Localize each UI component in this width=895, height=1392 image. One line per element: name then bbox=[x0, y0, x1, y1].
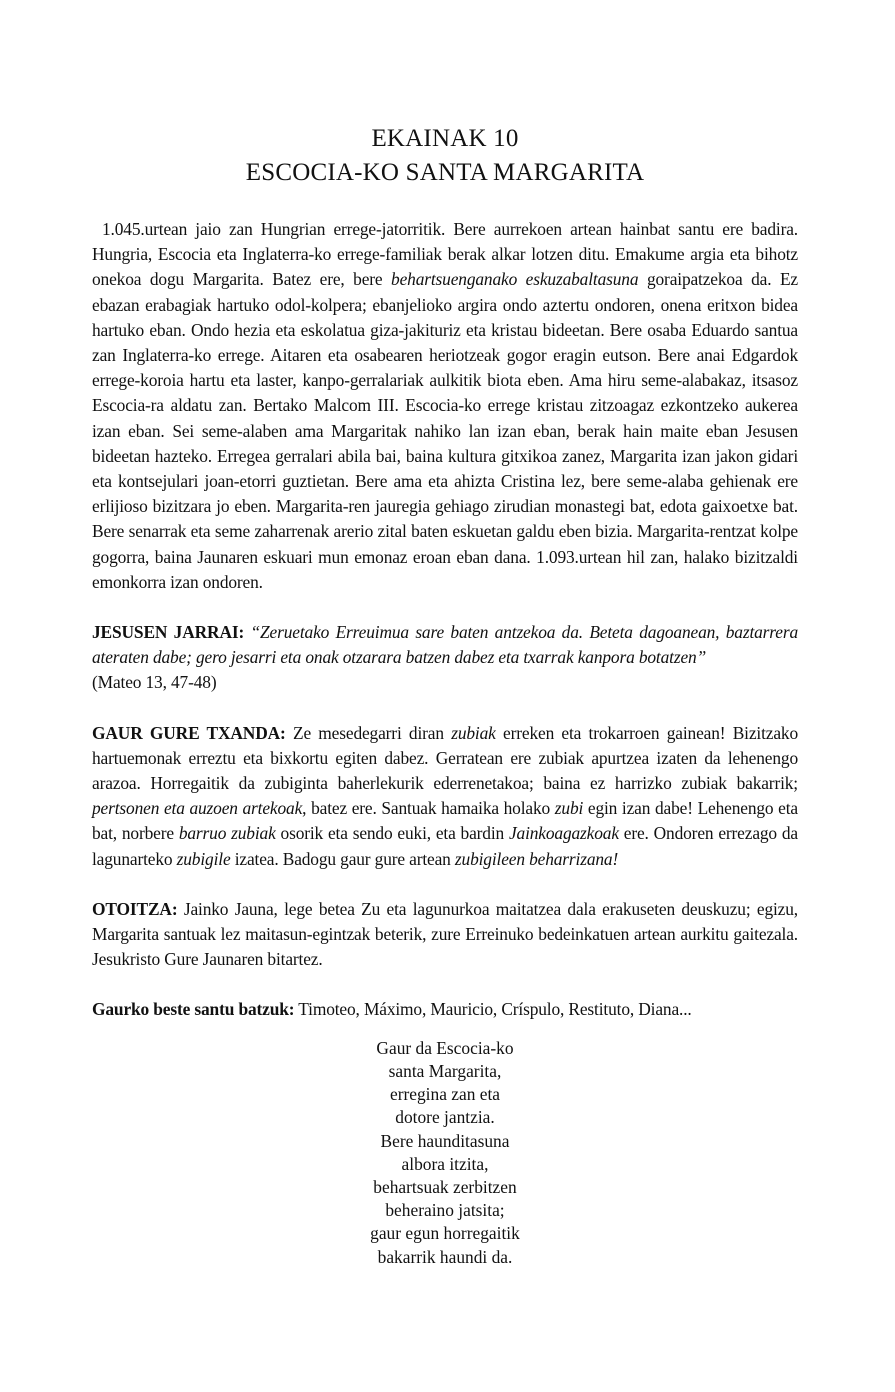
biography-paragraph bbox=[92, 217, 798, 595]
poem-line: gaur egun horregaitik bbox=[370, 1223, 520, 1244]
poem-line: erregina zan eta bbox=[389, 1084, 501, 1105]
reflection-text: Ze mesedegarri diran bbox=[285, 722, 452, 743]
poem bbox=[92, 1037, 798, 1269]
reflection-text: izatea. Badogu gaur gure artean bbox=[230, 848, 455, 869]
saint-name-heading: ESCOCIA-KO SANTA MARGARITA bbox=[245, 159, 645, 186]
poem-line: beheraino jatsita; bbox=[385, 1200, 505, 1221]
gospel-reference: (Mateo 13, 47-48) bbox=[92, 672, 217, 693]
reflection-emphasis: Jainkoagazkoak bbox=[508, 823, 619, 844]
other-saints-list: Timoteo, Máximo, Mauricio, Críspulo, Restituto, Diana... bbox=[294, 999, 692, 1020]
title-block bbox=[92, 122, 798, 190]
reflection-emphasis: pertsonen eta auzoen artekoak bbox=[92, 798, 303, 819]
other-saints-label: Gaurko beste santu batzuk: bbox=[92, 999, 295, 1020]
reflection-emphasis: zubiak bbox=[451, 722, 496, 743]
feast-date-heading: EKAINAK 10 bbox=[371, 125, 519, 152]
reflection-emphasis: barruo zubiak bbox=[178, 823, 276, 844]
reflection-section bbox=[92, 721, 798, 872]
gospel-label: JESUSEN JARRAI: bbox=[92, 622, 245, 643]
poem-line: Bere haunditasuna bbox=[380, 1130, 510, 1151]
poem-line: dotore jantzia. bbox=[395, 1107, 495, 1128]
poem-line: albora itzita, bbox=[401, 1153, 489, 1174]
gospel-quote: “Zeruetako Erreuimua sare baten antzekoa da. Beteta dagoanean, baztarrera ateraten dabe; gero jesarri eta onak otzarara batzen dabez eta txarrak kanpora botatzen” bbox=[92, 622, 798, 668]
reflection-text: erreken eta trokarroen gainean! Bizitzako hartuemonak erreztu eta bixkortu egiten dabez. Gerratean ere zubiak apurtzea izaten da lehenengo arazoa. Horregaitik da zubiginta baherlekurik ederrenetakoa; baina ez harrizko zubiak bakarrik; bbox=[92, 722, 798, 794]
poem-line: santa Margarita, bbox=[388, 1060, 502, 1081]
biography-text: 1.045.urtean jaio zan Hungrian errege-jatorritik. Bere aurrekoen artean hainbat santu ere badira. Hungria, Escocia eta Inglaterra-ko errege-familiak berak alkar lotzen ditu. Emakume argia eta bihotz onekoa dogu Margarita. Batez ere, bere bbox=[92, 219, 798, 290]
reflection-text: osorik eta sendo euki, eta bardin bbox=[275, 823, 509, 844]
prayer-text: Jainko Jauna, lege betea Zu eta lagunurkoa maitatzea dala erakuseten deuskuzu; egizu, Margarita santuak lez maitasun-egintzak beterik, zure Erreinuko bedeinkatuen artean aurkitu gaitezala. Jesukristo Gure Jaunaren bitartez. bbox=[92, 898, 798, 970]
prayer-section bbox=[92, 897, 798, 973]
other-saints-section bbox=[92, 997, 798, 1022]
reflection-text: ere. Ondoren errezago da lagunarteko bbox=[92, 823, 798, 869]
reflection-label: GAUR GURE TXANDA: bbox=[92, 722, 286, 743]
reflection-text: , batez ere. Santuak hamaika holako bbox=[302, 798, 555, 819]
poem-line: Gaur da Escocia-ko bbox=[376, 1037, 514, 1058]
gospel-section bbox=[92, 620, 798, 696]
reflection-text: egin izan dabe! Lehenengo eta bat, norbere bbox=[92, 798, 798, 844]
reflection-emphasis: zubigileen beharrizana! bbox=[454, 848, 619, 869]
poem-line: behartsuak zerbitzen bbox=[373, 1176, 517, 1197]
reflection-emphasis: zubi bbox=[554, 798, 584, 819]
reflection-emphasis: zubigile bbox=[176, 848, 231, 869]
prayer-label: OTOITZA: bbox=[92, 898, 178, 919]
biography-text: goraipatzekoa da. Ez ebazan erabagiak hartuko odol-kolpera; ebanjelioko argira ondo aztertu ondoren, onena eritxon bidea hartuko eban. Ondo hezia eta eskolatua giza-jakituriz eta kristau bideetan. Bere osaba Eduardo santua zan Inglaterra-ko errege. Aitaren eta osabearen heriotzeak gogor eragin eutson. Bere anai Edgardok errege-koroia hartu eta laster, kanpo-gerralariak aulkitik biota eben. Ama hiru seme-alabakaz, itsasoz Escocia-ra aldatu zan. Bertako Malcom III. Escocia-ko errege kristau zitzoagaz ezkontzeko aukerea izan eban. Sei seme-alaben ama Margaritak nahiko lan izan eban, berak hain maite eban Jesusen bideetan hazteko. Erregea gerralari abila bai, baina kultura gitxikoa zanez, Margarita izan jakon gidari eta kontsejulari joan-etorri guztietan. Bere ama eta ahizta Cristina lez, bere seme-alaba gehienak ere erlijioso bizitzara jo eben. Margarita-ren jauregia gehiago zirudian monastegi bat, edota gaixoetxe bat. Bere senarrak eta seme zaharrenak arerio zital baten eskuetan galdu eben bizia. Margarita-rentzat kolpe gogorra, baina Jaunaren eskuari mun emonaz eroan eban dana. 1.093.urtean hil zan, halako bizitzaldi emonkorra izan ondoren. bbox=[92, 269, 798, 592]
biography-emphasis: behartsuenganako eskuzabaltasuna bbox=[391, 269, 639, 290]
document-page bbox=[92, 122, 798, 1269]
poem-line: bakarrik haundi da. bbox=[377, 1246, 513, 1267]
